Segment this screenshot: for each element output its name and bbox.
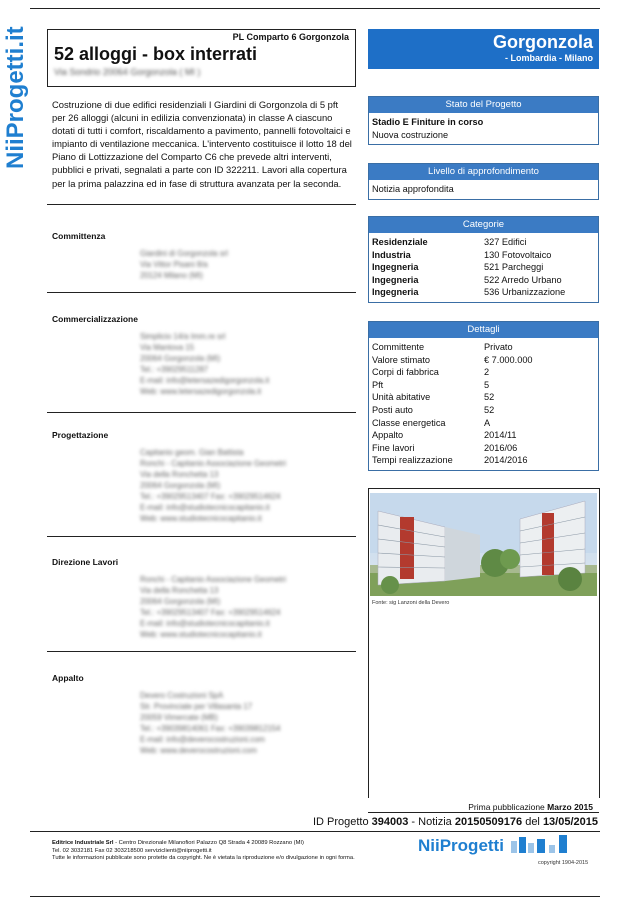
dettaglio-row xyxy=(372,341,595,354)
footer-notice: Tutte le informazioni pubblicate sono protette da copyright. Ne è vietata la riproduzione e/o divulgazione in ogni forma. xyxy=(52,855,355,862)
dettaglio-value: 2014/2016 xyxy=(484,455,528,466)
dettaglio-key: Corpi di fabbrica xyxy=(372,367,439,378)
photo-caption: Fonte: sig Lanzoni della Devero xyxy=(372,600,450,606)
publication-date: Marzo 2015 xyxy=(547,802,593,812)
divider xyxy=(47,204,356,205)
dettaglio-value: 52 xyxy=(484,404,495,415)
appalto-info: Devero Costruzioni SpA Str. Provinciale per Villasanta 17 20059 Vimercate (MB) Tel.: +39039814061 Fax: +39039812154 E-mail: info@deverocostruzioni.com Web: www.deverocostruzioni.com xyxy=(140,691,281,755)
dettaglio-value: 2 xyxy=(484,367,490,378)
dettaglio-value: 2016/06 xyxy=(484,442,518,453)
footer-address: - Centro Direzionale Milanofiori Palazzo Q8 Strada 4 20089 Rozzano (MI) xyxy=(113,840,304,846)
project-id: 394003 xyxy=(371,816,409,828)
livello-head: Livello di approfondimento xyxy=(369,164,598,180)
footer-rule xyxy=(30,831,600,832)
dettaglio-key: Fine lavori xyxy=(372,442,415,453)
first-publication xyxy=(400,802,593,812)
categoria-value: 522 Arredo Urbano xyxy=(484,274,562,285)
livello-panel xyxy=(368,163,599,200)
footer-logo-text: NiiProgetti xyxy=(418,836,504,855)
categorie-head: Categorie xyxy=(369,217,598,233)
categoria-sector: Industria xyxy=(372,249,411,260)
dettaglio-value: Privato xyxy=(484,342,513,352)
categoria-row xyxy=(372,249,595,262)
categoria-value: 521 Parcheggi xyxy=(484,262,544,273)
categoria-row xyxy=(372,261,595,274)
dettaglio-row xyxy=(372,429,595,442)
region-name: - Lombardia - Milano xyxy=(504,53,593,63)
direzione-label: Direzione Lavori xyxy=(52,557,119,567)
footer-text xyxy=(52,840,355,863)
categorie-panel xyxy=(368,216,599,303)
city-name: Gorgonzola xyxy=(493,32,593,52)
progettazione-label: Progettazione xyxy=(52,430,109,440)
stato-stage: Stadio E Finiture in corso xyxy=(372,117,484,127)
dettagli-head: Dettagli xyxy=(369,322,598,338)
dettaglio-key: Posti auto xyxy=(372,404,413,415)
direzione-info: Ronchi - Capitanio Associazione Geometri Via della Ronchetta 13 20064 Gorgonzola (MI) Tel.: +39029513407 Fax: +39029514624 E-mail: info@studiotecnicocapitanio.it Web: www.studiotecnicocapitanio.it xyxy=(140,575,287,639)
dettaglio-value: A xyxy=(484,417,491,428)
divider xyxy=(47,292,356,293)
pub-rule xyxy=(368,812,599,813)
commercializzazione-info: Simplicio 14/a Imm.re srl Via Mantova 15 20064 Gorgonzola (MI) Tel.: +39029511287 E-mail: info@letersazedigorgonzola.it Web: www.letersazedigorgonzola.it xyxy=(140,332,270,396)
categoria-value: 327 Edifici xyxy=(484,237,527,247)
dettaglio-key: Unità abitative xyxy=(372,392,431,403)
dettaglio-row xyxy=(372,391,595,404)
divider xyxy=(47,651,356,652)
project-photo xyxy=(370,493,597,596)
dettaglio-key: Appalto xyxy=(372,430,404,441)
progettazione-info: Capitanio geom. Gian Battista Ronchi - Capitanio Associazione Geometri Via della Ronchetta 13 20064 Gorgonzola (MI) Tel.: +39029513407 Fax: +39029514624 E-mail: info@studiotecnicocapitanio.it Web: www.studiotecnicocapitanio.it xyxy=(140,448,287,523)
project-address: Via Sondrio 20064 Gorgonzola ( MI ) xyxy=(54,67,201,77)
dettaglio-value: 5 xyxy=(484,379,490,390)
bottom-rule xyxy=(30,896,600,897)
categoria-value: 130 Fotovoltaico xyxy=(484,249,552,260)
dettaglio-row xyxy=(372,454,595,467)
appalto-label: Appalto xyxy=(52,673,84,683)
dettaglio-key: Pft xyxy=(372,379,384,390)
id-line xyxy=(300,816,598,828)
dettaglio-row xyxy=(372,366,595,379)
committenza-label: Committenza xyxy=(52,231,106,241)
title-box xyxy=(47,29,356,87)
dettagli-panel xyxy=(368,321,599,471)
dettaglio-value: 52 xyxy=(484,392,495,403)
livello-value: Notizia approfondita xyxy=(372,184,454,194)
top-rule xyxy=(30,8,600,9)
copyright: copyright 1904-2015 xyxy=(538,860,589,866)
dettaglio-row xyxy=(372,404,595,417)
photo-rule xyxy=(368,488,599,489)
photo-frame-left xyxy=(368,488,369,798)
categoria-row xyxy=(372,236,595,249)
categoria-sector: Ingegneria xyxy=(372,274,419,285)
location-box xyxy=(368,29,599,69)
committenza-info: Giardini di Gorgonzola srl Via Vittor Pisani 8/a 20124 Milano (MI) xyxy=(140,249,228,280)
photo-frame-right xyxy=(599,488,600,798)
dettaglio-value: € 7.000.000 xyxy=(484,354,533,365)
dettaglio-value: 2014/11 xyxy=(484,430,517,441)
dettaglio-row xyxy=(372,442,595,455)
categoria-row xyxy=(372,286,595,299)
notizia-date: 13/05/2015 xyxy=(542,816,598,828)
footer-company: Editrice Industriale Srl xyxy=(52,840,114,846)
dettaglio-key: Committente xyxy=(372,342,425,352)
project-description: Costruzione di due edifici residenziali I Giardini di Gorgonzola di 5 pft per 26 alloggi (alcuni in edilizia convenzionata) in classe A ciascuno dotati di tutti i comfort, riscaldamento a pavimento, pannelli fotovoltaici e impianto di ventilazione meccanica. L'intervento costituisce il lotto 18 del Piano di Lottizzazione del Comparto C6 che prevede altri interventi, pubblici e privati, segnalati a parte con ID 322211. Lavori alla copertura per la prima palazzina ed in fase di struttura avanzata per la seconda. xyxy=(52,99,352,189)
categoria-sector: Ingegneria xyxy=(372,262,419,273)
categoria-row xyxy=(372,274,595,287)
dettaglio-row xyxy=(372,417,595,430)
commercializzazione-label: Commercializzazione xyxy=(52,314,138,324)
skyline-icon xyxy=(509,835,571,853)
dettaglio-key: Classe energetica xyxy=(372,417,446,428)
stato-panel xyxy=(368,96,599,145)
side-logo: NiiProgetti.it xyxy=(2,26,29,170)
categoria-sector: Ingegneria xyxy=(372,287,419,298)
categoria-sector: Residenziale xyxy=(372,237,428,247)
building-rendering xyxy=(370,493,597,596)
notizia-id: 20150509176 xyxy=(454,816,523,828)
notizia-prefix: - Notizia xyxy=(408,816,455,828)
dettaglio-row xyxy=(372,354,595,367)
footer-contacts: Tel. 02 3032181 Fax 02 303218500 serviziclienti@niiprogetti.it xyxy=(52,847,212,854)
footer-logo xyxy=(418,835,571,856)
divider xyxy=(47,536,356,537)
project-title: 52 alloggi - box interrati xyxy=(54,44,258,64)
del-prefix: del xyxy=(522,816,543,828)
dettaglio-key: Valore stimato xyxy=(372,354,431,365)
categoria-value: 536 Urbanizzazione xyxy=(484,287,566,298)
id-prefix: ID Progetto xyxy=(312,816,372,828)
publication-label: Prima pubblicazione xyxy=(468,802,545,812)
dettaglio-row xyxy=(372,379,595,392)
comparto-label: PL Comparto 6 Gorgonzola xyxy=(232,32,349,42)
divider xyxy=(47,412,356,413)
stato-note: Nuova costruzione xyxy=(372,129,449,140)
dettaglio-key: Tempi realizzazione xyxy=(372,455,453,466)
stato-head: Stato del Progetto xyxy=(369,97,598,113)
